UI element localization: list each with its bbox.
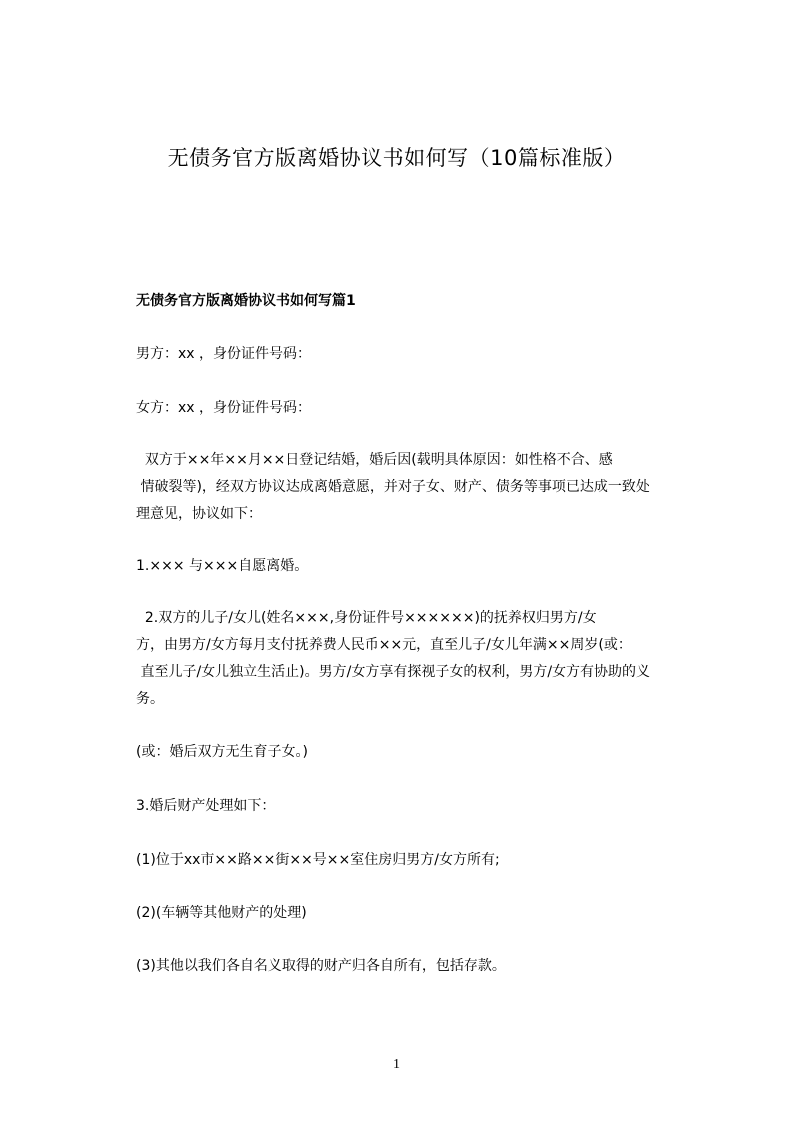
section-heading: 无债务官方版离婚协议书如何写篇1	[136, 293, 356, 309]
paragraph-item-2-custody	[136, 605, 706, 713]
paragraph-line: 理意见，协议如下：	[136, 506, 262, 522]
paragraph-item-1	[136, 553, 706, 580]
paragraph-wife-info	[136, 395, 706, 422]
paragraph-line: (或：婚后双方无生育子女。)	[136, 744, 308, 760]
paragraph-item-3-property	[136, 793, 706, 820]
paragraph-line: (2)(车辆等其他财产的处理)	[136, 905, 307, 921]
paragraph-line: 方，由男方/女方每月支付抚养费人民币××元，直至儿子/女儿年满××周岁(或：	[136, 637, 632, 653]
paragraph-marriage-statement	[136, 447, 706, 528]
paragraph-line: 女方：xx ，身份证件号码：	[136, 400, 312, 416]
paragraph-line: 情破裂等)，经双方协议达成离婚意愿，并对子女、财产、债务等事项已达成一致处	[136, 479, 650, 495]
paragraph-property-2	[136, 900, 706, 927]
paragraph-line: 双方于××年××月××日登记结婚，婚后因(载明具体原因：如性格不合、感	[136, 452, 613, 468]
paragraph-line: (3)其他以我们各自名义取得的财产归各自所有，包括存款。	[136, 958, 506, 974]
paragraph-no-children	[136, 739, 706, 766]
paragraph-property-3	[136, 953, 706, 980]
paragraph-line: 3.婚后财产处理如下：	[136, 798, 276, 814]
page-number: 1	[393, 1057, 400, 1072]
paragraph-line: 1.××× 与×××自愿离婚。	[136, 558, 309, 574]
document-title: 无债务官方版离婚协议书如何写（10篇标准版）	[167, 146, 626, 170]
paragraph-line: 2.双方的儿子/女儿(姓名×××,身份证件号××××××)的抚养权归男方/女	[136, 610, 597, 626]
paragraph-line: 务。	[136, 691, 164, 707]
paragraph-husband-info	[136, 341, 706, 368]
paragraph-line: (1)位于xx市××路××街××号××室住房归男方/女方所有;	[136, 852, 500, 868]
paragraph-property-1	[136, 847, 706, 874]
paragraph-line: 直至儿子/女儿独立生活止)。男方/女方享有探视子女的权利，男方/女方有协助的义	[136, 664, 651, 680]
paragraph-line: 男方：xx ，身份证件号码：	[136, 346, 312, 362]
